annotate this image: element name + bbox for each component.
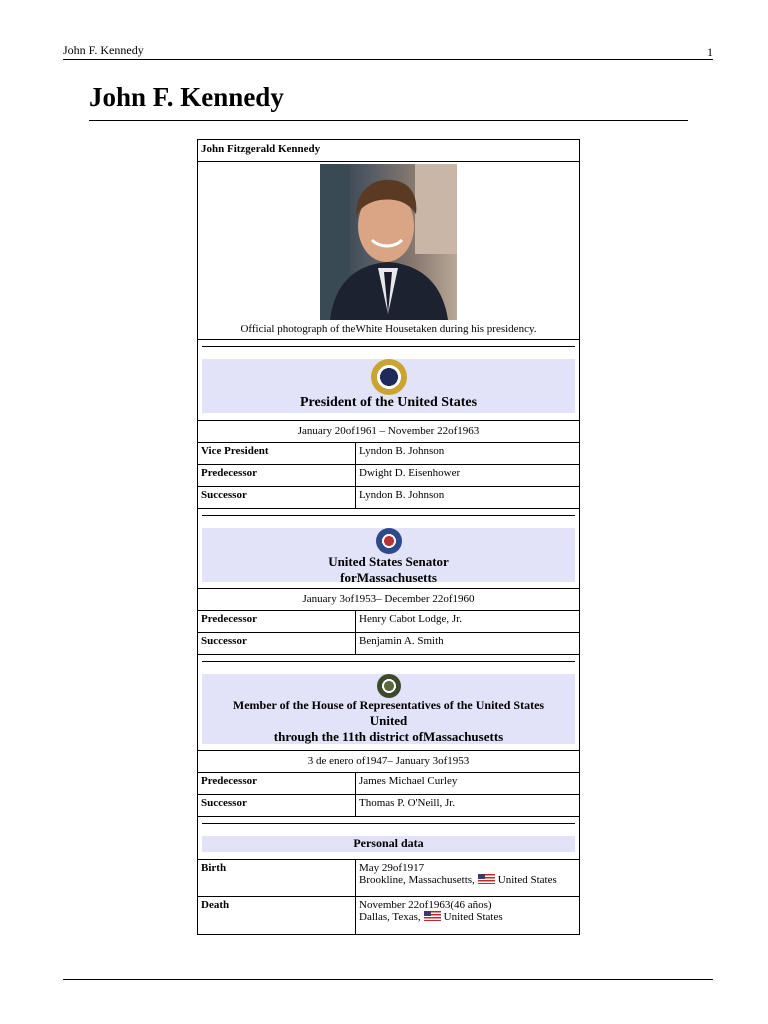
death-country[interactable]: United States — [443, 911, 503, 923]
senate-seal-icon — [376, 528, 402, 554]
president-dates: January 20of1961 – November 22of1963 — [198, 421, 579, 443]
personal-heading: Personal data — [353, 836, 424, 850]
president-row-vice-president — [198, 443, 579, 465]
president-row-successor — [198, 487, 579, 509]
row-label: Predecessor — [198, 611, 356, 632]
house-office-subtitle: through the 11th district ofMassachusetts — [273, 729, 504, 744]
infobox-caption: John Fitzgerald Kennedy — [198, 140, 579, 162]
senator-section-header — [198, 509, 579, 589]
president-section-header — [198, 340, 579, 421]
death-date[interactable]: November 22of1963(46 años) — [359, 899, 492, 911]
president-row-predecessor — [198, 465, 579, 487]
death-place[interactable]: Dallas, Texas, — [359, 911, 421, 923]
photo-caption: Official photograph of theWhite Housetaken during his presidency. — [240, 323, 537, 335]
senator-dates: January 3of1953– December 22of1960 — [198, 589, 579, 611]
row-value — [356, 860, 579, 896]
running-header-title: John F. Kennedy — [63, 43, 144, 57]
personal-row-birth — [198, 860, 579, 897]
row-value[interactable]: Lyndon B. Johnson — [359, 445, 445, 457]
senator-row-successor — [198, 633, 579, 655]
row-label: Predecessor — [198, 773, 356, 794]
row-value[interactable]: James Michael Curley — [359, 775, 458, 787]
president-band — [202, 359, 575, 413]
birth-date[interactable]: May 29of1917 — [359, 862, 425, 874]
house-office-title-2: United — [369, 713, 408, 728]
house-band — [202, 674, 575, 744]
us-flag-icon — [478, 874, 495, 884]
house-row-successor — [198, 795, 579, 817]
row-value[interactable]: Henry Cabot Lodge, Jr. — [359, 613, 462, 625]
house-office-title: Member of the House of Representatives of the United States — [232, 698, 545, 712]
footer-rule — [63, 979, 713, 980]
senator-band — [202, 528, 575, 585]
senator-row-predecessor — [198, 611, 579, 633]
row-label: Predecessor — [198, 465, 356, 486]
running-header — [63, 43, 713, 60]
portrait-photo[interactable] — [320, 164, 457, 320]
row-label: Successor — [198, 487, 356, 508]
senator-office-subtitle: forMassachusetts — [340, 570, 437, 585]
row-label: Successor — [198, 633, 356, 654]
row-label: Birth — [198, 860, 356, 896]
row-label: Death — [198, 897, 356, 934]
senator-office-title: United States Senator — [328, 554, 449, 569]
house-section-header — [198, 655, 579, 751]
row-label: Vice President — [198, 443, 356, 464]
infobox — [197, 139, 580, 935]
personal-row-death — [198, 897, 579, 934]
house-row-predecessor — [198, 773, 579, 795]
birth-country[interactable]: United States — [497, 874, 557, 886]
row-label: Successor — [198, 795, 356, 816]
president-office-title: President of the United States — [299, 395, 478, 410]
row-value[interactable]: Thomas P. O'Neill, Jr. — [359, 797, 456, 809]
row-value[interactable]: Dwight D. Eisenhower — [359, 467, 461, 479]
page-title: John F. Kennedy — [89, 80, 688, 121]
row-value[interactable]: Lyndon B. Johnson — [359, 489, 445, 501]
personal-section-header — [198, 817, 579, 860]
infobox-photo-cell — [198, 162, 579, 340]
row-value — [356, 897, 579, 934]
row-value[interactable]: Benjamin A. Smith — [359, 635, 444, 647]
page-number: 1 — [707, 45, 713, 59]
birth-place[interactable]: Brookline, Massachusetts, — [359, 874, 475, 886]
house-seal-icon — [377, 674, 401, 698]
house-dates: 3 de enero of1947– January 3of1953 — [198, 751, 579, 773]
presidential-seal-icon — [371, 359, 407, 395]
us-flag-icon — [424, 911, 441, 921]
personal-band — [202, 836, 575, 852]
